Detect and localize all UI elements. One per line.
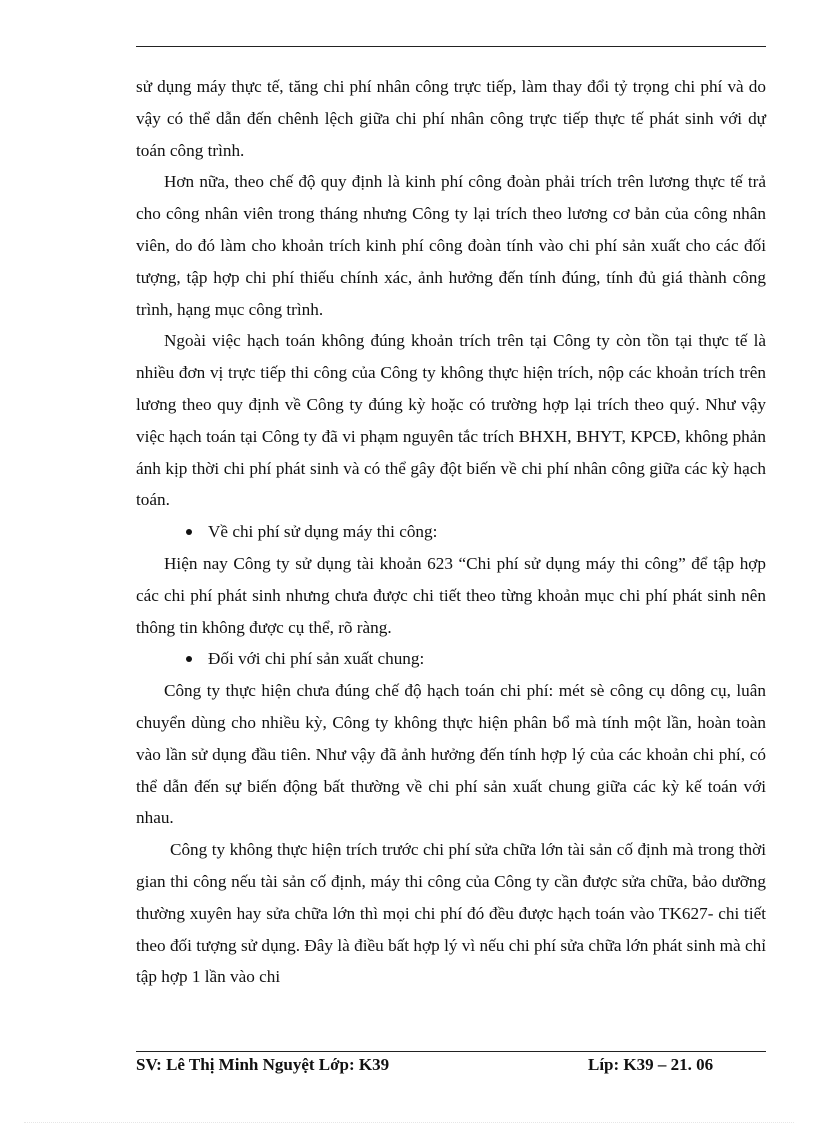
bullet-item xyxy=(136,516,766,548)
paragraph: Ngoài việc hạch toán không đúng khoản trích trên tại Công ty còn tồn tại thực tế là nhiều đơn vị trực tiếp thi công của Công ty không thực hiện trích, nộp các khoản trích trên lương theo quy định về Công ty đúng kỳ hoặc có trường hợp lại trích theo quý. Như vậy việc hạch toán tại Công ty đã vi phạm nguyên tắc trích BHXH, BHYT, KPCĐ, không phản ánh kịp thời chi phí phát sinh và có thể gây đột biến về chi phí nhân công giữa các kỳ hạch toán. xyxy=(136,331,766,510)
header-rule xyxy=(136,46,766,47)
bullet-text: Về chi phí sử dụng máy thi công: xyxy=(208,522,438,542)
paragraph: Hơn nữa, theo chế độ quy định là kinh phí công đoàn phải trích trên lương thực tế trả cho công nhân viên trong tháng nhưng Công ty lại trích theo lương cơ bản của công nhân viên, do đó làm cho khoản trích kinh phí công đoàn tính vào chi phí sản xuất cho các đối tượng, tập hợp chi phí thiếu chính xác, ảnh hưởng đến tính đúng, tính đủ giá thành công trình, hạng mục công trình. xyxy=(136,172,766,319)
paragraph: sử dụng máy thực tế, tăng chi phí nhân công trực tiếp, làm thay đổi tỷ trọng chi phí và do vậy có thể dẫn đến chênh lệch giữa chi phí nhân công trực tiếp thực tế phát sinh với dự toán công trình. xyxy=(136,77,766,160)
page-footer xyxy=(136,1055,766,1079)
bullet-item xyxy=(136,643,766,675)
paragraph: Công ty không thực hiện trích trước chi phí sửa chữa lớn tài sản cố định mà trong thời gian thi công nếu tài sản cố định, máy thi công của Công ty cần được sửa chữa, bảo dưỡng thường xuyên hay sửa chữa lớn thì mọi chi phí đó đều được hạch toán vào TK627- chi tiết theo đối tượng sử dụng. Đây là điều bất hợp lý vì nếu chi phí sửa chữa lớn phát sinh mà chỉ tập hợp 1 lần vào chi xyxy=(136,840,766,987)
document-body xyxy=(136,71,766,993)
footer-student-info: SV: Lê Thị Minh Nguyệt Lớp: K39 xyxy=(136,1055,390,1074)
footer-rule xyxy=(136,1051,766,1052)
footer-class-info: Líp: K39 – 21. 06 xyxy=(588,1055,714,1074)
bullet-text: Đối với chi phí sản xuất chung: xyxy=(208,649,425,669)
paragraph: Công ty thực hiện chưa đúng chế độ hạch toán chi phí: mét sè công cụ dông cụ, luân chuyển dùng cho nhiều kỳ, Công ty không thực hiện phân bổ mà tính một lần, hoàn toàn vào lần sử dụng đầu tiên. Như vậy đã ảnh hưởng đến tính hợp lý của các khoản chi phí, có thể dẫn đến sự biến động bất thường về chi phí sản xuất chung giữa các kỳ kế toán với nhau. xyxy=(136,681,766,828)
paragraph: Hiện nay Công ty sử dụng tài khoản 623 “Chi phí sử dụng máy thi công” để tập hợp các chi phí phát sinh nhưng chưa được chi tiết theo từng khoản mục chi phí phát sinh nên thông tin không được cụ thể, rõ ràng. xyxy=(136,553,766,637)
